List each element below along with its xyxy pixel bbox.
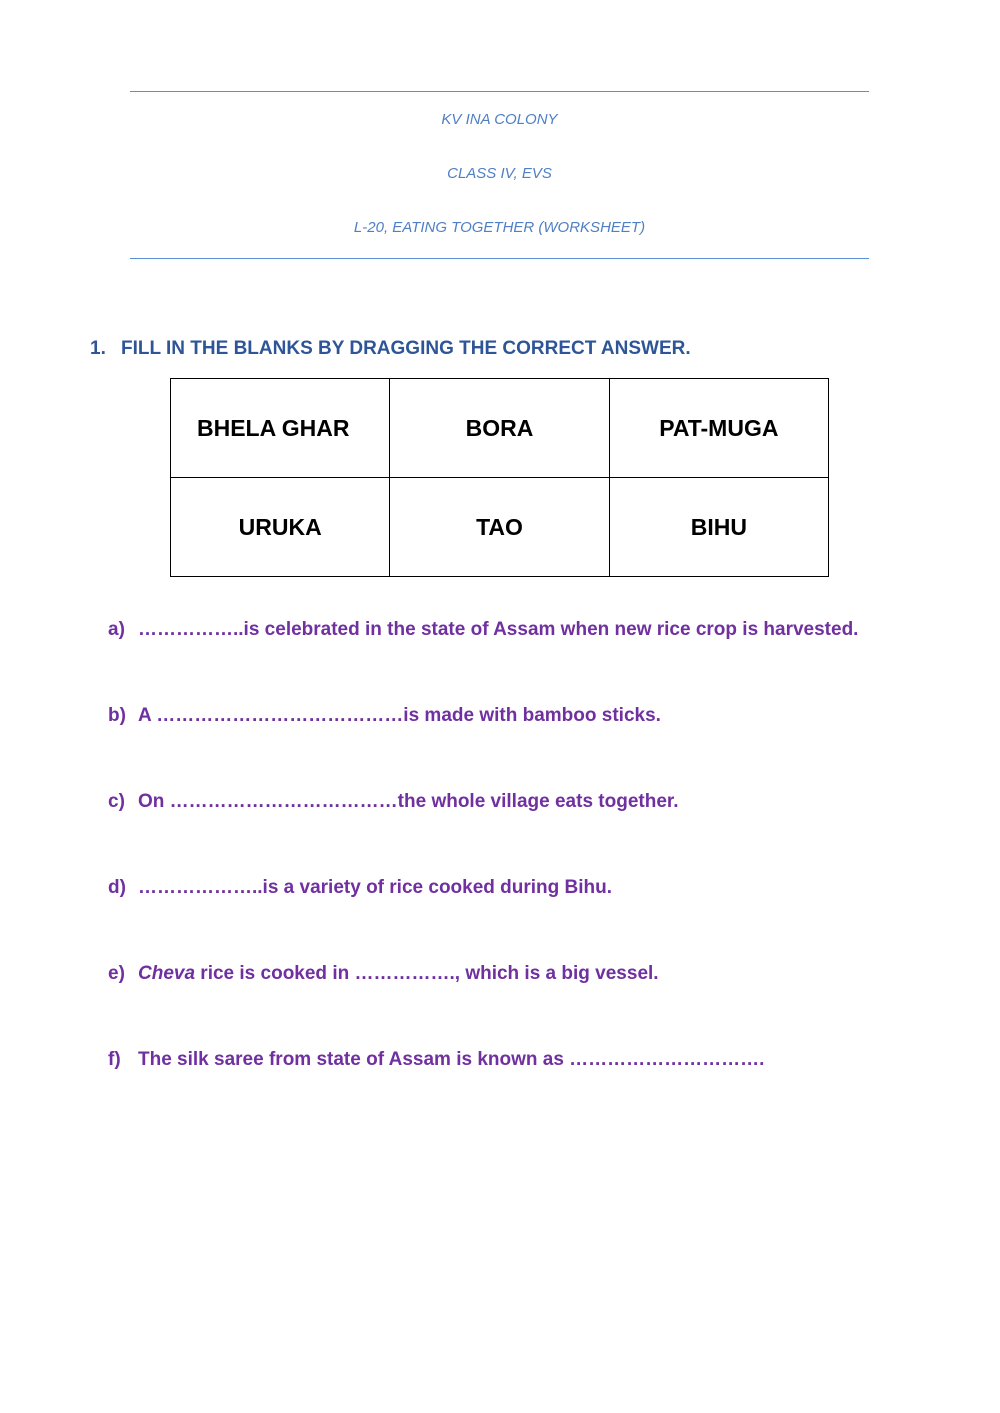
- item-text: A …………………………………is made with bamboo sticks.: [138, 705, 661, 726]
- item-label: f): [108, 1049, 121, 1070]
- item-text: rice is cooked in ……………., which is a big vessel.: [195, 963, 659, 984]
- item-label: e): [108, 963, 125, 984]
- class-subject: CLASS IV, EVS: [447, 165, 552, 182]
- answer-option[interactable]: URUKA: [171, 478, 390, 577]
- school-name: KV INA COLONY: [441, 111, 558, 128]
- answer-bank-row: [171, 379, 829, 478]
- answer-option[interactable]: BORA: [390, 379, 609, 478]
- question-number: 1.: [90, 338, 106, 359]
- answer-bank-row: [171, 478, 829, 577]
- item-text: ……………..is celebrated in the state of Assam when new rice crop is harvested.: [138, 619, 859, 640]
- question-item-f: [108, 1048, 764, 1072]
- item-label: c): [108, 791, 125, 812]
- lesson-title: L-20, EATING TOGETHER (WORKSHEET): [353, 219, 646, 236]
- question-item-c: [108, 790, 679, 814]
- question-item-d: [108, 876, 612, 900]
- item-italic-word: Cheva: [138, 963, 196, 984]
- answer-option[interactable]: PAT-MUGA: [609, 379, 828, 478]
- item-label: a): [108, 619, 125, 640]
- item-label: d): [108, 877, 126, 898]
- answer-bank-table: [170, 378, 829, 577]
- answer-option[interactable]: BIHU: [609, 478, 828, 577]
- question-item-a: [108, 618, 858, 642]
- answer-option[interactable]: BHELA GHAR: [171, 379, 390, 478]
- header-rule-top: [130, 91, 869, 92]
- item-text: ………………..is a variety of rice cooked during Bihu.: [138, 877, 613, 898]
- header-rule-bottom: [130, 258, 869, 259]
- question-heading: [90, 337, 691, 361]
- question-item-e: [108, 962, 659, 986]
- item-label: b): [108, 705, 126, 726]
- answer-option[interactable]: TAO: [390, 478, 609, 577]
- question-instruction: FILL IN THE BLANKS BY DRAGGING THE CORRECT ANSWER.: [121, 338, 691, 359]
- question-item-b: [108, 704, 661, 728]
- item-text: On ………………………………the whole village eats together.: [138, 791, 679, 812]
- item-text: The silk saree from state of Assam is known as ………………………….: [138, 1049, 765, 1070]
